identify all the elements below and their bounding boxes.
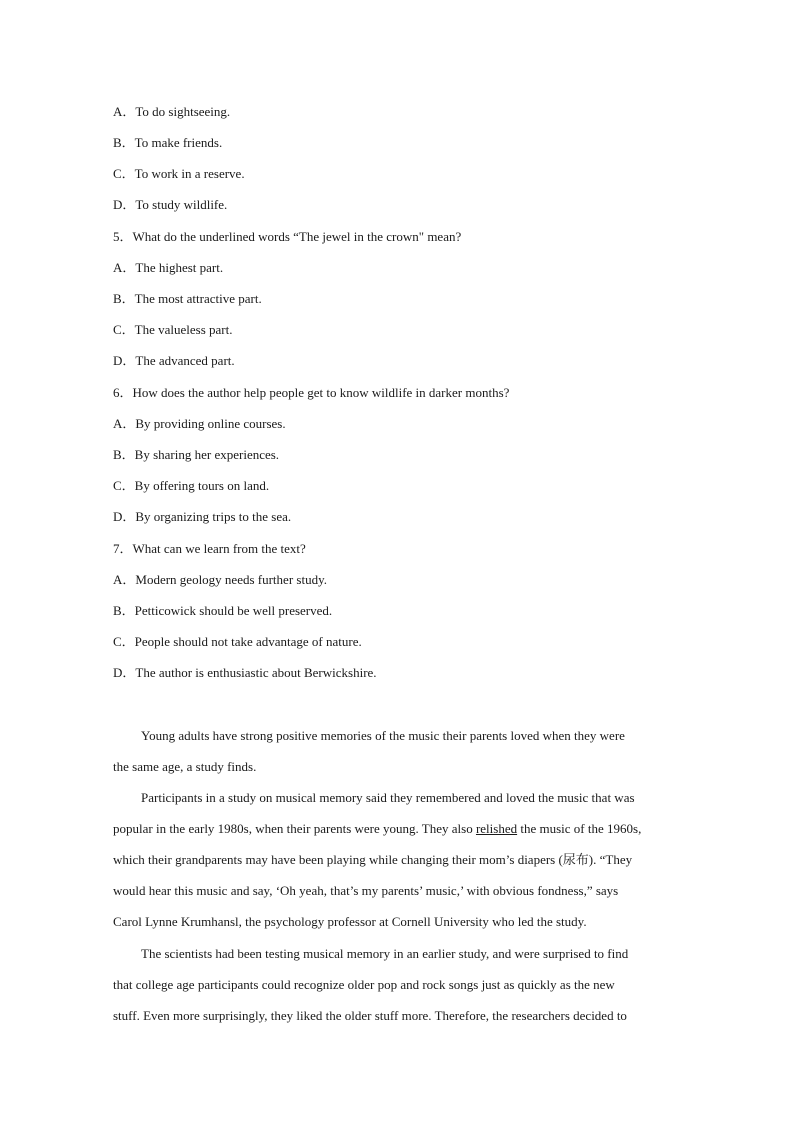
passage-p2-line5: Carol Lynne Krumhansl, the psychology professor at Cornell University who led the study. <box>113 914 587 929</box>
q5-option-a: A．The highest part. <box>113 260 224 275</box>
q6-question: 6．How does the author help people get to know wildlife in darker months? <box>113 385 510 400</box>
passage-p3-line3: stuff. Even more surprisingly, they liked the older stuff more. Therefore, the researchers decided to <box>113 1008 627 1023</box>
passage-p2-line2 <box>113 821 641 837</box>
passage-p2-line3: which their grandparents may have been playing while changing their mom’s diapers (尿布). “They <box>113 852 633 867</box>
q6-option-b: B．By sharing her experiences. <box>113 447 280 462</box>
passage-p3-line2: that college age participants could recognize older pop and rock songs just as quickly as the new <box>113 977 615 992</box>
passage-p2-line2-start: popular in the early 1980s, when their parents were young. They also <box>113 821 476 836</box>
underlined-word-relished: relished <box>475 821 518 836</box>
passage-p2-line1: Participants in a study on musical memory said they remembered and loved the music that was <box>141 790 635 805</box>
passage-p2-line2-end: the music of the 1960s, <box>517 821 642 836</box>
q4-option-d: D．To study wildlife. <box>113 197 228 212</box>
q7-option-b: B．Petticowick should be well preserved. <box>113 603 333 618</box>
q7-option-a: A．Modern geology needs further study. <box>113 572 327 587</box>
q7-option-d: D．The author is enthusiastic about Berwickshire. <box>113 665 377 680</box>
q4-option-c: C．To work in a reserve. <box>113 166 245 181</box>
q7-option-c: C．People should not take advantage of nature. <box>113 634 362 649</box>
passage-p1-line1: Young adults have strong positive memories of the music their parents loved when they were <box>141 728 625 743</box>
q5-option-b: B．The most attractive part. <box>113 291 262 306</box>
q6-option-d: D．By organizing trips to the sea. <box>113 509 292 524</box>
passage-p1-line2: the same age, a study finds. <box>113 759 257 774</box>
q6-option-a: A．By providing online courses. <box>113 416 286 431</box>
q5-option-c: C．The valueless part. <box>113 322 233 337</box>
q6-option-c: C．By offering tours on land. <box>113 478 270 493</box>
q4-option-a: A．To do sightseeing. <box>113 104 231 119</box>
q5-option-d: D．The advanced part. <box>113 353 235 368</box>
passage-p3-line1: The scientists had been testing musical memory in an earlier study, and were surprised to find <box>141 946 629 961</box>
q5-question: 5．What do the underlined words “The jewel in the crown" mean? <box>113 229 462 244</box>
q7-question: 7．What can we learn from the text? <box>113 541 306 556</box>
passage-p2-line4: would hear this music and say, ‘Oh yeah, that’s my parents’ music,’ with obvious fondness,” says <box>113 883 619 898</box>
q4-option-b: B．To make friends. <box>113 135 223 150</box>
